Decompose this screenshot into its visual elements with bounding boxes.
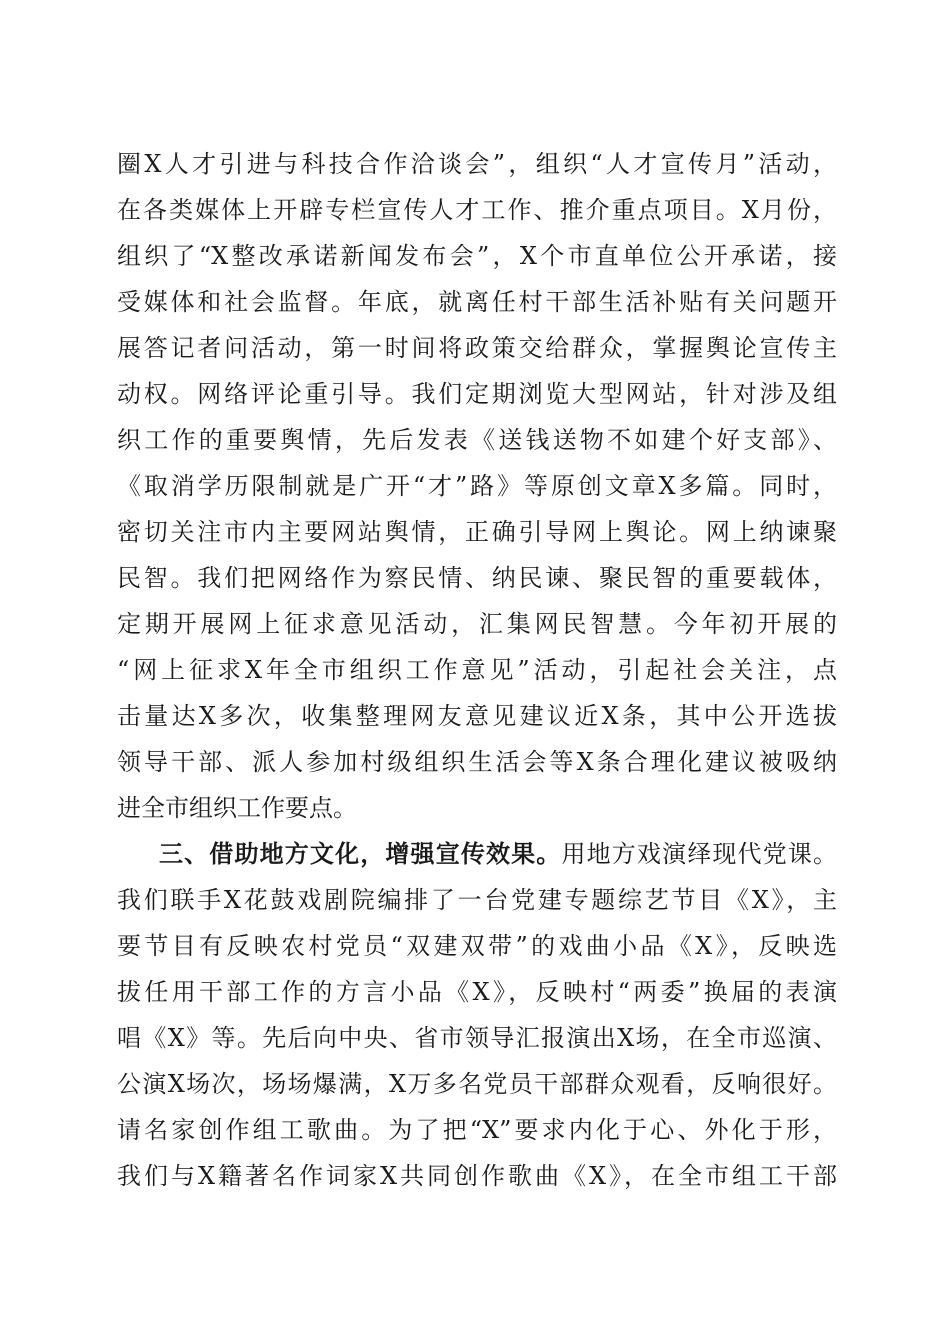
- text-line: 领导干部、派人参加村级组织生活会等X条合理化建议被吸纳: [117, 748, 837, 776]
- document-body: [117, 141, 837, 1199]
- text-line: 请名家创作组工歌曲。为了把“X”要求内化于心、外化于形，: [117, 1116, 837, 1144]
- text-line: 进全市组织工作要点。: [117, 794, 357, 822]
- text-line: 我们联手X花鼓戏剧院编排了一台党建专题综艺节目《X》，主: [117, 886, 837, 914]
- text-line: 组织了“X整改承诺新闻发布会”，X个市直单位公开承诺，接: [117, 242, 837, 270]
- text-line: 民智。我们把网络作为察民情、纳民谏、聚民智的重要载体，: [117, 564, 837, 592]
- text-line: 定期开展网上征求意见活动，汇集网民智慧。今年初开展的: [117, 610, 837, 638]
- text-line: 展答记者问活动，第一时间将政策交给群众，掌握舆论宣传主: [117, 334, 837, 362]
- text-line: 《取消学历限制就是广开“才”路》等原创文章X多篇。同时，: [117, 472, 837, 500]
- text-line: 在各类媒体上开辟专栏宣传人才工作、推介重点项目。X月份，: [117, 196, 837, 224]
- text-line: 我们与X籍著名作词家X共同创作歌曲《X》，在全市组工干部: [117, 1162, 837, 1190]
- text-line: 织工作的重要舆情，先后发表《送钱送物不如建个好支部》、: [117, 426, 837, 454]
- text-line: 击量达X多次，收集整理网友意见建议近X条，其中公开选拔: [117, 702, 837, 730]
- section-3-first-line-text: 用地方戏演绎现代党课。: [561, 840, 837, 868]
- text-line: 密切关注市内主要网站舆情，正确引导网上舆论。网上纳谏聚: [117, 518, 837, 546]
- text-line: 公演X场次，场场爆满，X万多名党员干部群众观看，反响很好。: [117, 1070, 837, 1098]
- section-3-heading: 三、借助地方文化，增强宣传效果。: [159, 840, 562, 868]
- text-line: 要节目有反映农村党员“双建双带”的戏曲小品《X》，反映选: [117, 932, 837, 960]
- text-line: 圈X人才引进与科技合作洽谈会”，组织“人才宣传月”活动，: [117, 150, 837, 178]
- text-line: 唱《X》等。先后向中央、省市领导汇报演出X场，在全市巡演、: [117, 1024, 837, 1052]
- text-line: 动权。网络评论重引导。我们定期浏览大型网站，针对涉及组: [117, 380, 837, 408]
- text-line: 拔任用干部工作的方言小品《X》，反映村“两委”换届的表演: [117, 978, 837, 1006]
- text-line: “网上征求X年全市组织工作意见”活动，引起社会关注，点: [117, 656, 837, 684]
- section-3-first-line: [117, 831, 837, 877]
- text-line: 受媒体和社会监督。年底，就离任村干部生活补贴有关问题开: [117, 288, 837, 316]
